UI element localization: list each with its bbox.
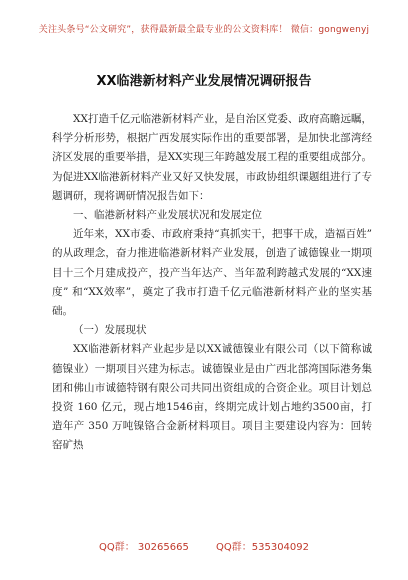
section-heading: 一、临港新材料产业发展状况和发展定位: [73, 209, 262, 222]
body-paragraph: 近年来，XX市委、市政府秉持“真抓实干，把事干成，造福百姓” 的从政理念，奋力推进临港新材料产业发展，创造了诚德镍业一期项目十三个月建成投产，投产当年达产、当年盈利跨越式发展的“XX速度” 和“XX效率”，奠定了我市打造千亿元临港新材料产业的坚实基础。: [52, 228, 372, 318]
header-banner: 关注头条号“公文研究”，获得最新最全最专业的公文资料库！ 微信：gongwenyj: [38, 25, 370, 35]
footer-qq-group-1: QQ群： 30265665: [98, 542, 189, 553]
intro-paragraph: XX打造千亿元临港新材料产业，是自治区党委、政府高瞻远瞩，科学分析形势，根据广西发展实际作出的重要部署，是加快北部湾经济区发展的重要举措，是XX实现三年跨越发展工程的重要组成部分。为促进XX临港新材料产业又好又快发展，市政协组织课题组进行了专题调研，现将调研情况报告如下：: [52, 113, 372, 202]
document-body: [52, 110, 372, 456]
subsection-heading: （一）发展现状: [73, 324, 147, 337]
body-paragraph: XX临港新材料产业起步是以XX诚德镍业有限公司（以下简称诚德镍业）一期项目兴建为标志。诚德镍业是由广西北部湾国际港务集团和佛山市诚德特钢有限公司共同出资组成的合资企业。项目计划总投资 160 亿元，现占地1546亩，终期完成计划占地约3500亩，打造年产 350 万吨镍铬合金新材料项目。项目主要建设内容为：回转窑矿热: [52, 343, 372, 452]
document-title: XX临港新材料产业发展情况调研报告: [96, 74, 312, 89]
footer-qq-group-2: QQ群：535304092: [216, 542, 310, 553]
footer: [0, 538, 408, 553]
